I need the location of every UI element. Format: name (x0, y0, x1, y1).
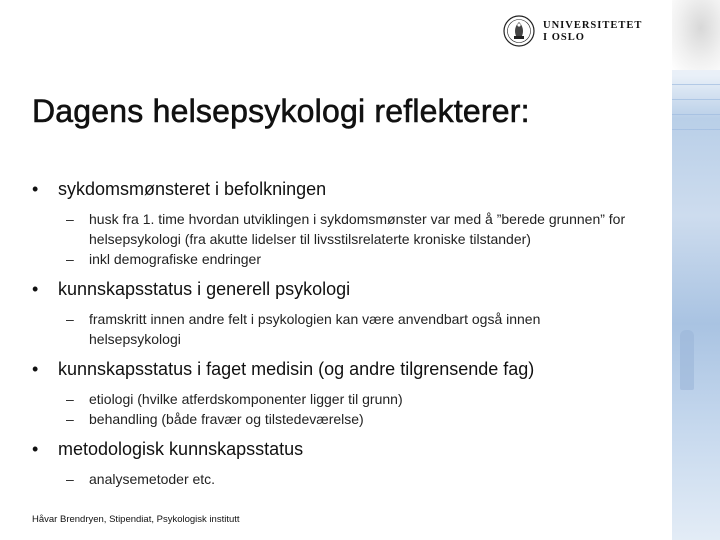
logo-line-2: I OSLO (543, 32, 585, 43)
statue-bust-image (672, 0, 720, 70)
dash-glyph: – (66, 311, 74, 327)
bullet-glyph: • (32, 279, 39, 299)
university-seal-icon (503, 14, 535, 48)
dash-glyph: – (66, 391, 74, 407)
sub-bullet-item (32, 309, 627, 349)
sub-bullet-item (32, 389, 627, 409)
bullet-text: kunnskapsstatus i generell psykologi (58, 279, 351, 299)
slide-content (32, 178, 627, 498)
bullet-text: metodologisk kunnskapsstatus (58, 439, 304, 459)
sub-bullet-text: inkl demografiske endringer (89, 251, 261, 267)
decorative-lines (672, 70, 720, 130)
logo-line-1: UNIVERSITETET (543, 20, 643, 31)
dash-glyph: – (66, 471, 74, 487)
slide-title: Dagens helsepsykologi reflekterer: (32, 93, 530, 129)
bullet-group-4 (32, 438, 627, 489)
bullet-glyph: • (32, 179, 39, 199)
bullet-group-2 (32, 278, 627, 349)
logo-text (543, 20, 642, 44)
bullet-text: kunnskapsstatus i faget medisin (og andre tilgrensende fag) (58, 359, 535, 379)
sub-bullet-item (32, 469, 627, 489)
sub-bullet-item (32, 249, 627, 269)
bullet-glyph: • (32, 359, 39, 379)
sub-bullet-text: husk fra 1. time hvordan utviklingen i sykdomsmønster var med å ”berede grunnen” for helsepsykologi (fra akutte lidelser til livsstilsrelaterte kroniske tilstander) (89, 211, 626, 247)
sub-bullet-text: etiologi (hvilke atferdskomponenter ligger til grunn) (89, 391, 403, 407)
bullet-glyph: • (32, 439, 39, 459)
bullet-item (32, 438, 627, 460)
bullet-item (32, 178, 627, 200)
bullet-item (32, 358, 627, 380)
decorative-side-band (672, 0, 720, 540)
dash-glyph: – (66, 211, 74, 227)
sub-bullet-item (32, 209, 627, 249)
bullet-item (32, 278, 627, 300)
dash-glyph: – (66, 411, 74, 427)
sub-bullet-item (32, 409, 627, 429)
dash-glyph: – (66, 251, 74, 267)
bullet-text: sykdomsmønsteret i befolkningen (58, 179, 327, 199)
bullet-group-1 (32, 178, 627, 269)
slide-footer: Håvar Brendryen, Stipendiat, Psykologisk institutt (32, 514, 240, 525)
university-logo (503, 14, 643, 50)
sub-bullet-text: framskritt innen andre felt i psykologien kan være anvendbart også innen helsepsykologi (89, 311, 541, 347)
sub-bullet-text: behandling (både fravær og tilstedeværelse) (89, 411, 364, 427)
bullet-group-3 (32, 358, 627, 429)
sub-bullet-text: analysemetoder etc. (89, 471, 216, 487)
decorative-figure (680, 330, 694, 390)
